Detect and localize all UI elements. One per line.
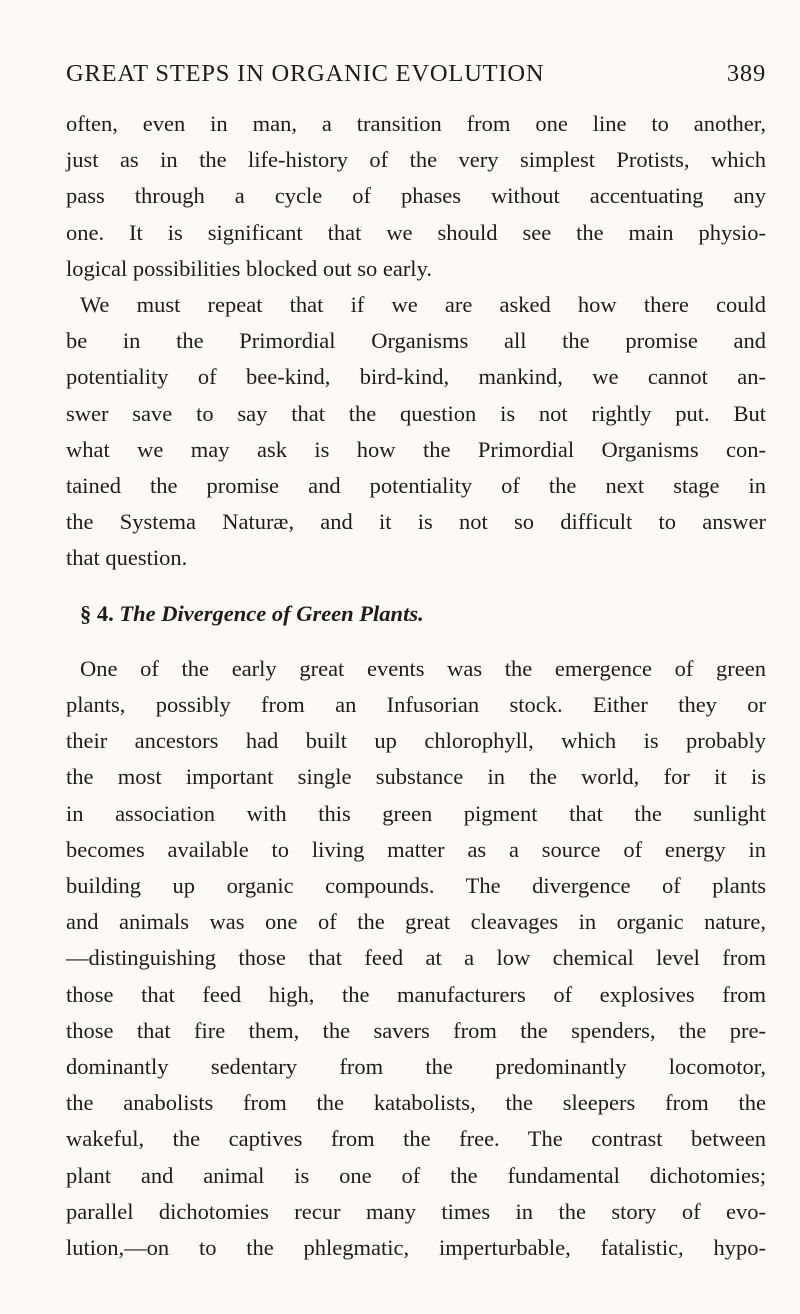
text-line: the anabolists from the katabolists, the sleepers from the — [66, 1090, 766, 1116]
section-heading — [66, 596, 766, 632]
text-line: their ancestors had built up chlorophyll, which is probably — [66, 728, 766, 754]
body-text — [66, 106, 766, 1266]
text-line: becomes available to living matter as a source of energy in — [66, 836, 766, 862]
text-line: —distinguishing those that feed at a low chemical level from — [66, 945, 766, 971]
paragraph-2 — [66, 287, 766, 577]
text-line: just as in the life-history of the very simplest Protists, which — [66, 147, 766, 173]
paragraph-1 — [66, 106, 766, 287]
text-line: swer save to say that the question is not rightly put. But — [66, 400, 766, 426]
running-head — [66, 60, 766, 96]
section-number: § 4. — [80, 600, 114, 626]
text-line: pass through a cycle of phases without accentuating any — [66, 183, 766, 209]
page-number: 389 — [726, 60, 766, 87]
text-line: building up organic compounds. The divergence of plants — [66, 873, 766, 899]
text-line: plants, possibly from an Infusorian stock. Either they or — [66, 692, 766, 718]
text-line: plant and animal is one of the fundamental dichotomies; — [66, 1162, 766, 1188]
paragraph-3 — [66, 651, 766, 1266]
text-line: in association with this green pigment that the sunlight — [66, 800, 766, 826]
text-line: potentiality of bee-kind, bird-kind, mankind, we cannot an- — [66, 364, 766, 390]
text-line: We must repeat that if we are asked how there could — [80, 292, 766, 318]
text-line: parallel dichotomies recur many times in the story of evo- — [66, 1198, 766, 1224]
running-head-title: GREAT STEPS IN ORGANIC EVOLUTION — [66, 60, 545, 87]
text-line: and animals was one of the great cleavages in organic nature, — [66, 909, 766, 935]
text-line: be in the Primordial Organisms all the promise and — [66, 328, 766, 354]
text-line: those that feed high, the manufacturers of explosives from — [66, 981, 766, 1007]
text-line: what we may ask is how the Primordial Organisms con- — [66, 436, 766, 462]
text-line: lution,—on to the phlegmatic, imperturbable, fatalistic, hypo- — [66, 1235, 766, 1261]
text-line: often, even in man, a transition from one line to another, — [66, 111, 766, 136]
text-line: dominantly sedentary from the predominantly locomotor, — [66, 1054, 766, 1080]
text-line: tained the promise and potentiality of the next stage in — [66, 473, 766, 499]
section-title: The Divergence of Green Plants. — [119, 600, 424, 626]
text-line: the most important single substance in the world, for it is — [66, 764, 766, 790]
text-line: One of the early great events was the emergence of green — [80, 655, 766, 681]
text-line: wakeful, the captives from the free. The contrast between — [66, 1126, 766, 1152]
text-line: one. It is significant that we should see the main physio- — [66, 219, 766, 245]
text-line: those that fire them, the savers from the spenders, the pre- — [66, 1017, 766, 1043]
text-line: logical possibilities blocked out so early. — [66, 255, 432, 281]
text-line: the Systema Naturæ, and it is not so difficult to answer — [66, 509, 766, 535]
text-line: that question. — [66, 545, 188, 571]
